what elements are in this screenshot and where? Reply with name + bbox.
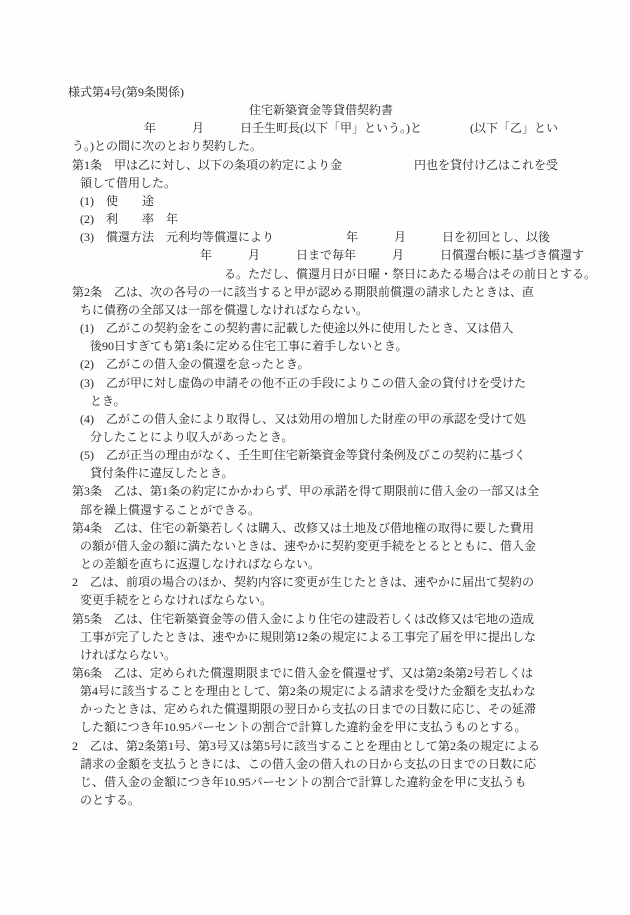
article6-line-4: した額につき年10.95パーセントの割合で計算した違約金を甲に支払うものとする。 [80, 720, 527, 735]
article6-line-3: かったときは、定められた償還期限の翌日から支払の日までの日数に応じ、その延滞 [80, 702, 537, 717]
article4-line-3: との差額を直ちに返還しなければならない。 [80, 557, 321, 572]
article5-line-3: ければならない。 [80, 647, 177, 662]
article2-line-2: ちに債務の全部又は一部を償還しなければならない。 [80, 302, 369, 317]
article1-item3-repayment-1: (3) 償還方法 元利均等償還により 年 月 日を初回とし、以後 [80, 230, 550, 245]
document-title: 住宅新築資金等貸借契約書 [248, 103, 393, 118]
article6-para2-line-4: のとする。 [80, 793, 141, 808]
article1-item3-repayment-3: る。ただし、償還月日が日曜・祭日にあたる場合はその前日とする。 [80, 266, 597, 281]
article6-line-2: 第4号に該当することを理由として、第2条の規定による請求を受けた金額を支払わな [80, 684, 536, 699]
document-content [68, 83, 597, 809]
article2-item5-line-1: (5) 乙が正当の理由がなく、壬生町住宅新築資金等貸付条例及びこの契約に基づく [80, 448, 526, 463]
article1-line-2: 領して借用した。 [80, 175, 177, 190]
article5-line-1: 第5条 乙は、住宅新築資金等の借入金により住宅の建設若しくは改修又は宅地の造成 [72, 611, 535, 626]
article2-item4-line-2: 分したことにより収入があったとき。 [90, 429, 294, 444]
form-number-note: 様式第4号(第9条関係) [68, 85, 184, 99]
preamble-line-2: う。)との間に次のとおり契約した。 [72, 139, 262, 154]
article5-line-2: 工事が完了したときは、速やかに規則第12条の規定による工事完了届を甲に提出しな [80, 629, 537, 644]
article6-para2-line-3: じ、借入金の金額につき年10.95パーセントの割合で計算した違約金を甲に支払うも [80, 774, 527, 789]
article2-item1-line-1: (1) 乙がこの契約金をこの契約書に記載した使途以外に使用したとき、又は借入 [80, 321, 514, 336]
article4-para2-line-1: 2 乙は、前項の場合のほか、契約内容に変更が生じたときは、速やかに届出て契約の [72, 575, 535, 590]
article2-item1-line-2: 後90日すぎても第1条に定める住宅工事に着手しないとき。 [90, 339, 408, 354]
article6-para2-line-1: 2 乙は、第2条第1号、第3号又は第5号に該当することを理由として第2条の規定による [72, 738, 541, 753]
article2-item2: (2) 乙がこの借入金の償還を怠ったとき。 [80, 357, 310, 372]
article1-item3-repayment-2: 年 月 日まで毎年 月 日償還台帳に基づき償還す [80, 248, 585, 263]
article3-line-1: 第3条 乙は、第1条の約定にかかわらず、甲の承諾を得て期限前に借入金の一部又は全 [72, 484, 540, 499]
article1-line-1: 第1条 甲は乙に対し、以下の条項の約定により金 円也を貸付け乙はこれを受 [72, 157, 559, 172]
article2-item3-line-1: (3) 乙が甲に対し虚偽の申請その他不正の手段によりこの借入金の貸付けを受けた [80, 375, 526, 390]
article1-item2-interest: (2) 利 率 年 [80, 212, 178, 227]
article2-item3-line-2: とき。 [90, 393, 126, 408]
article6-para2-line-2: 請求の金額を支払うときには、この借入金の借入れの日から支払の日までの日数に応 [80, 756, 537, 771]
article4-line-1: 第4条 乙は、住宅の新築若しくは購入、改修又は土地及び借地権の取得に要した費用 [72, 520, 535, 535]
article4-para2-line-2: 変更手続をとらなければならない。 [80, 593, 273, 608]
preamble-date-line: 年 月 日壬生町長(以下「甲」という。)と (以下「乙」とい [72, 121, 558, 136]
article4-line-2: の額が借入金の額に満たないときは、速やかに契約変更手続をとるとともに、借入金 [80, 538, 537, 553]
article6-line-1: 第6条 乙は、定められた償還期限までに借入金を償還せず、又は第2条第2号若しくは [72, 666, 534, 680]
article1-item1-purpose: (1) 使 途 [80, 193, 154, 208]
article2-item4-line-1: (4) 乙がこの借入金により取得し、又は効用の増加した財産の甲の承認を受けて処 [80, 411, 526, 426]
article2-item5-line-2: 貸付条件に違反したとき。 [90, 466, 234, 481]
article3-line-2: 部を繰上償還することができる。 [80, 502, 261, 517]
article2-line-1: 第2条 乙は、次の各号の一に該当すると甲が認める期限前償還の請求したときは、直 [72, 284, 535, 299]
